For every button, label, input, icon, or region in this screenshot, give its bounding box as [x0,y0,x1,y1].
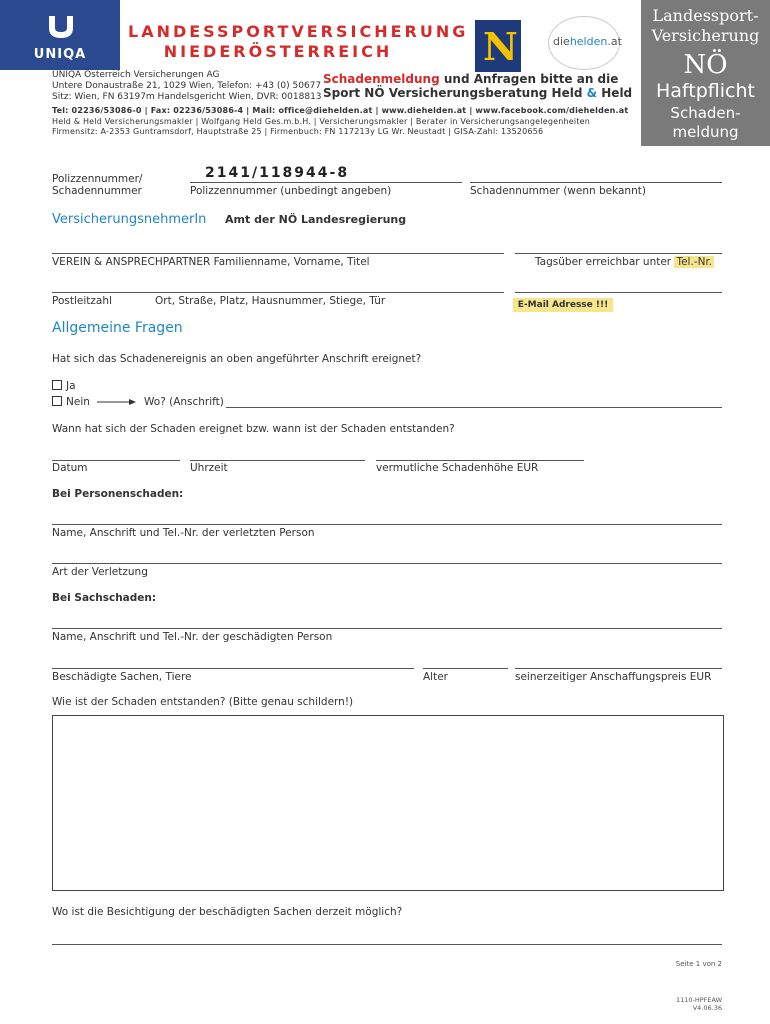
insured-heading: VersicherungsnehmerIn [52,212,207,227]
injured-caption: Name, Anschrift und Tel.-Nr. der verletzten Person [52,527,315,539]
time-caption: Uhrzeit [190,462,228,474]
side-box [641,0,770,146]
damaged-person-line[interactable] [52,628,722,629]
amount-caption: vermutliche Schadenhöhe EUR [376,462,539,474]
property-heading: Bei Sachschaden: [52,592,157,604]
claim-number-caption: Schadennummer (wenn bekannt) [470,185,646,197]
injury-line[interactable] [52,563,722,564]
broker-name: Sport NÖ Versicherungsberatung Held & Held [323,86,633,100]
checkbox-no[interactable] [52,396,62,406]
contact-line-3: Firmensitz: A-2353 Guntramsdorf, Hauptstraße 25 | Firmenbuch: FN 117213y LG Wr. Neustadt | GISA-Zahl: 13520656 [52,127,544,136]
zip-caption: Postleitzahl [52,295,112,307]
price-line[interactable] [515,668,722,669]
option-no[interactable]: Nein [52,396,90,408]
title-line-1: LANDESSPORTVERSICHERUNG [128,22,469,41]
noe-n-icon: N [483,24,518,69]
general-heading: Allgemeine Fragen [52,320,183,336]
contact-line-2: Held & Held Versicherungsmakler | Wolfgang Held Ges.m.b.H. | Versicherungsmakler | Berater in Versicherungsangelegenheiten [52,117,591,126]
uniqa-logo [0,0,120,70]
date-line[interactable] [52,460,180,461]
items-caption: Beschädigte Sachen, Tiere [52,671,192,683]
age-caption: Alter [423,671,448,683]
damaged-person-caption: Name, Anschrift und Tel.-Nr. der geschädigten Person [52,631,333,643]
policy-number[interactable]: 2141/118944-8 [205,165,350,181]
checkbox-yes[interactable] [52,380,62,390]
side-box-noe: NÖ [683,50,728,80]
street-caption: Ort, Straße, Platz, Hausnummer, Stiege, Tür [155,295,386,307]
diehelden-logo: diehelden.at [548,16,620,70]
injured-line[interactable] [52,524,722,525]
policy-number-line [190,182,462,183]
arrow-right-icon [97,397,137,407]
injury-caption: Art der Verletzung [52,566,148,578]
description-textarea[interactable] [52,715,724,891]
side-box-schadenmeldung: Schaden- meldung [670,104,741,141]
contact-line-1: Tel: 02236/53086-0 | Fax: 02236/53086-4 | Mail: office@diehelden.at | www.diehelden.at | www.facebook.com/diehelden.at [52,106,629,115]
policy-label-2: Schadennummer [52,185,142,197]
name-caption: VEREIN & ANSPRECHPARTNER Familienname, Vorname, Titel [52,256,370,268]
question-when: Wann hat sich der Schaden ereignet bzw. wann ist der Schaden entstanden? [52,423,455,435]
form-code: 1110-HPFEAW [675,996,722,1004]
phone-line[interactable] [515,253,722,254]
where-label: Wo? (Anschrift) [144,396,224,408]
email-line[interactable] [515,292,722,293]
claims-contact-heading: Schadenmeldung und Anfragen bitte an die [323,72,619,86]
policy-number-caption: Polizzennummer (unbedingt angeben) [190,185,392,197]
email-caption: E-Mail Adresse !!! [513,298,613,312]
question-location: Hat sich das Schadenereignis an oben angeführter Anschrift ereignet? [52,353,422,365]
option-yes[interactable]: Ja [52,380,76,392]
phone-highlight: Tel.-Nr. [676,256,713,268]
insured-value[interactable]: Amt der NÖ Landesregierung [225,213,407,226]
uniqa-wordmark: UNIQA [33,47,87,62]
inspection-question: Wo ist die Besichtigung der beschädigten Sachen derzeit möglich? [52,906,403,918]
policy-label-1: Polizzennummer/ [52,173,143,185]
age-line[interactable] [423,668,508,669]
inspection-line[interactable] [52,944,722,945]
address-line[interactable] [52,292,504,293]
amount-line[interactable] [376,460,584,461]
where-line[interactable] [226,407,722,408]
side-box-haftpflicht: Haftpflicht [656,80,755,102]
uniqa-mark-icon [46,12,76,40]
claim-number-line[interactable] [470,182,722,183]
items-line[interactable] [52,668,414,669]
company-address: UNIQA Österreich Versicherungen AG Untere Donaustraße 21, 1029 Wien, Telefon: +43 (0) 50677 Sitz: Wien, FN 63197m Handelsgericht Wien, DVR: 0018813 [52,70,322,102]
side-box-line-1: Landessport- Versicherung [651,6,760,45]
page-number: Seite 1 von 2 [675,960,722,968]
price-caption: seinerzeitiger Anschaffungspreis EUR [515,671,712,683]
noe-logo [475,20,521,72]
title-line-2: NIEDERÖSTERREICH [163,42,393,61]
personal-heading: Bei Personenschaden: [52,488,184,500]
time-line[interactable] [190,460,365,461]
how-question: Wie ist der Schaden entstanden? (Bitte genau schildern!) [52,696,354,708]
phone-caption: Tagsüber erreichbar unter Tel.-Nr. [535,256,713,268]
date-caption: Datum [52,462,88,474]
form-version: V4.06.36 [692,1004,722,1012]
name-line[interactable] [52,253,504,254]
